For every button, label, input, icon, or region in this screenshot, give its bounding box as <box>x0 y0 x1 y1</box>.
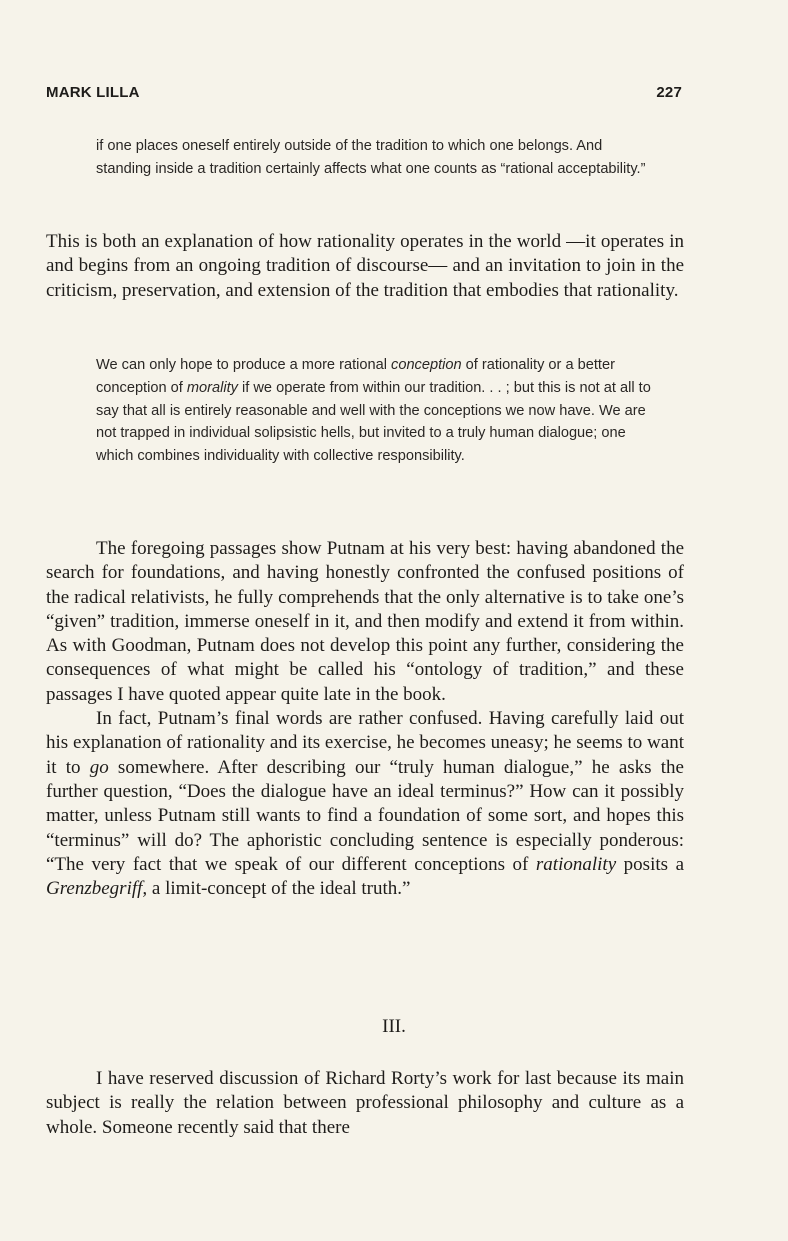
running-head <box>46 84 682 101</box>
block-quote-2-emphasis: conception <box>391 357 462 373</box>
section-heading: III. <box>382 1016 406 1037</box>
paragraph-1-text: This is both an explanation of how rationality operates in the world —it operates in and begins from an ongoing tradition of discourse— and an invitation to join in the criticism, preservation, and extension of the tradition that embodies that rationality. <box>46 231 684 301</box>
paragraph-3-text: In fact, Putnam’s final words are rather confused. Having carefully laid out his explanation of rationality and its exercise, he becomes uneasy; he seems to want it to <box>46 708 684 778</box>
paragraph-4-text: I have reserved discussion of Richard Rorty’s work for last because its main subject is really the relation between professional philosophy and culture as a whole. Someone recently said that there <box>46 1068 684 1138</box>
paragraph-3 <box>46 707 684 901</box>
paragraph-1 <box>46 230 684 303</box>
block-quote-2-text: of rationality or a better conception of <box>96 357 615 396</box>
paragraph-3-text: somewhere. After describing our “truly human dialogue,” he asks the further question, “Does the dialogue have an ideal terminus?” How can it possibly matter, unless Putnam still wants to find a foundation of some sort, and hopes this “terminus” will do? The aphoristic concluding sentence is especially ponderous: “The very fact that we speak of our different conceptions of <box>46 756 684 875</box>
block-quote-2-text: We can only hope to produce a more rational <box>96 357 392 373</box>
paragraph-3-emphasis: Grenzbegriff, <box>46 878 148 900</box>
block-quote-2 <box>96 354 656 468</box>
paragraph-3-emphasis: go <box>89 756 109 778</box>
paragraph-2-text: The foregoing passages show Putnam at his very best: having abandoned the search for foundations, and having honestly confronted the confused positions of the radical relativists, he fully comprehends that the only alternative is to take one’s “given” tradition, immerse oneself in it, and then modify and extend it from within. As with Goodman, Putnam does not develop this point any further, considering the consequences of what might be called his “ontology of tradition,” and these passages I have quoted appear quite late in the book. <box>46 538 684 705</box>
block-quote-1 <box>96 135 656 181</box>
paragraph-2 <box>46 537 684 707</box>
block-quote-1-text: if one places oneself entirely outside of the tradition to which one belongs. And standing inside a tradition certainly affects what one counts as “rational acceptability.” <box>96 138 646 177</box>
block-quote-2-text: if we operate from within our tradition. . . ; but this is not at all to say that all is entirely reasonable and well with the conceptions we now have. We are not trapped in individual solipsistic hells, but invited to a truly human dialogue; one which combines individuality with collective responsibility. <box>96 379 651 465</box>
page-number: 227 <box>656 84 682 101</box>
paragraph-3-emphasis: rationality <box>535 853 617 875</box>
body-paragraphs <box>46 537 684 901</box>
running-head-author: MARK LILLA <box>46 84 140 101</box>
paragraph-4 <box>46 1067 684 1140</box>
paragraph-3-text: posits a <box>616 853 685 875</box>
paragraph-3-text: a limit-concept of the ideal truth.” <box>147 878 411 900</box>
block-quote-2-emphasis: morality <box>186 379 238 396</box>
